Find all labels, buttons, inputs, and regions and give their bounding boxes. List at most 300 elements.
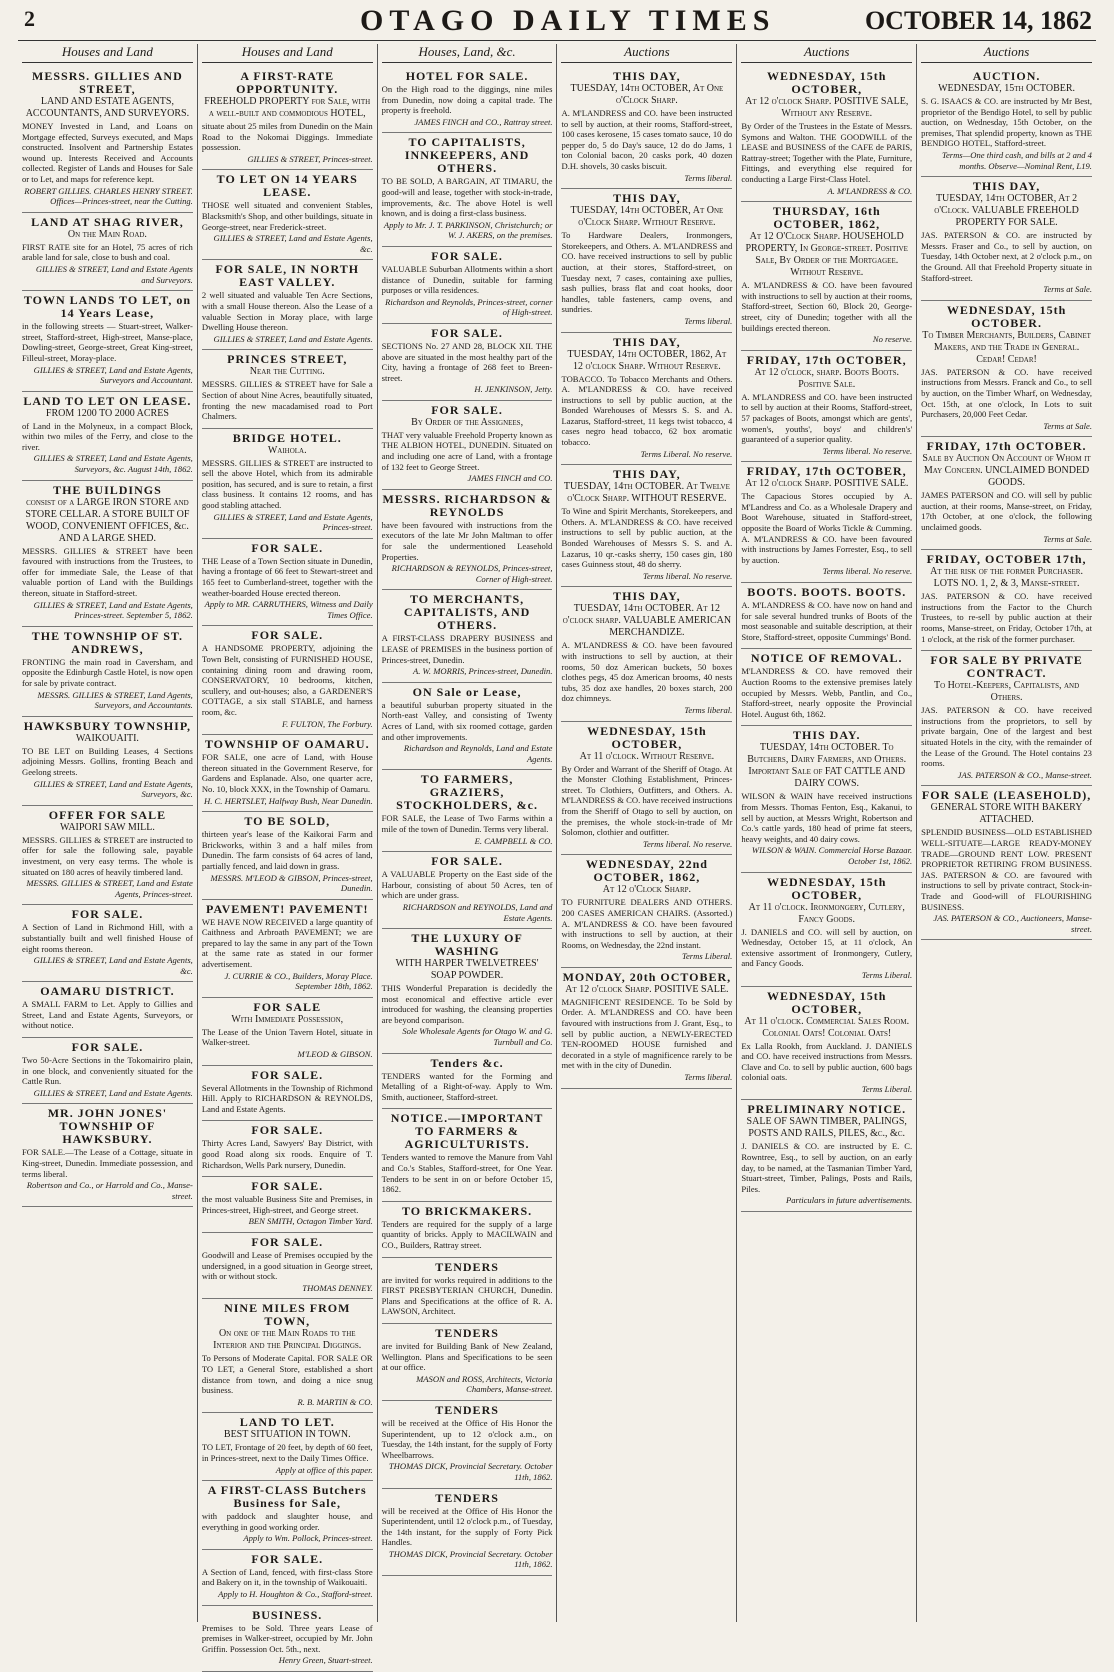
ad-body: Thirty Acres Land, Sawyers' Bay District, with good Road along six roods. Enquire of T. Richardson, Wells Park nursery, Dunedin. — [201, 1138, 373, 1170]
ad-signature: JAMES FINCH and CO. — [467, 473, 553, 484]
ad-subheading: Sale by Auction On Account of Whom it May Concern. UNCLAIMED BONDED GOODS. — [922, 453, 1091, 489]
advertisement — [382, 683, 553, 771]
ad-subheading: TUESDAY, 14th OCTOBER, 1862, At 12 o'clock Sharp. Without Reserve. — [567, 348, 727, 372]
ad-heading: MESSRS. GILLIES AND STREET, — [32, 69, 183, 96]
ad-signature: GILLIES & STREET, Land and Estate Agents, Surveyors and Accountant. — [33, 364, 193, 386]
advertisement — [202, 1606, 373, 1672]
ad-signature: Robertson and Co., or Harrold and Co., Manse-street. — [26, 1180, 193, 1201]
ad-body: FRONTING the main road in Caversham, and opposite the Edinburgh Castle Hotel, is now open for sale by private contract. — [22, 656, 193, 688]
ad-heading: THURSDAY, 16th OCTOBER, 1862, — [772, 204, 881, 232]
advertisement — [22, 806, 193, 906]
ad-subheading: WEDNESDAY, 15th OCTOBER. — [938, 83, 1076, 94]
ad-heading: FOR SALE. — [431, 325, 503, 340]
ad-signature: RICHARDSON & REYNOLDS, Princes-street, Corner of High-street. — [391, 563, 553, 584]
advertisement — [202, 260, 373, 350]
column-1 — [18, 44, 198, 1622]
ad-heading: ON Sale or Lease, — [412, 684, 522, 699]
ad-body: By Order of the Trustees in the Estate of Messrs. Symons and Walton. THE GOODWILL of the LEASE and BUSINESS of the CAFE de PARIS, Rattray-street; Together with the Plate, Furniture, Fittings, and everything else required for conducting a Large First-Class Hotel. — [741, 121, 913, 184]
column-3 — [378, 44, 558, 1622]
advertisement — [921, 301, 1092, 438]
ad-signature: R. B. MARTIN & CO. — [297, 1396, 373, 1407]
ad-heading: THIS DAY, — [613, 589, 681, 604]
ad-body: TENDERS wanted for the Forming and Metalling of a Right-of-way. Apply to Wm. Smith, auctioneer, Stafford-street. — [381, 1070, 553, 1102]
column-6 — [917, 44, 1096, 1622]
ad-signature: MASON and ROSS, Architects, Victoria Chambers, Manse-street. — [416, 1373, 553, 1395]
ad-signature: Terms Liberal. — [861, 1083, 913, 1094]
ad-body: J. DANIELS & CO. are instructed by E. C. Rowntree, Esq., to sell by auction, on an early day, to be named, at the Tasmanian Timber Yard, Stuart-street, Timber, Palings, Posts and Rails, Piles. — [741, 1141, 913, 1194]
ad-heading: FOR SALE. — [71, 1040, 144, 1055]
ad-subheading: TUESDAY, 14th OCTOBER. At Twelve o'Clock Sharp. WITHOUT RESERVE. — [563, 481, 730, 505]
ad-subheading: TUESDAY, 14th OCTOBER, At One o'Clock Sharp. Without Reserve. — [570, 205, 724, 229]
advertisement — [22, 905, 193, 982]
ad-signature: H. C. HERTSLET, Halfway Bush, Near Dunedin. — [204, 795, 373, 806]
ad-subheading: TUESDAY, 14th OCTOBER, At One o'Clock Sharp. — [570, 83, 724, 106]
ad-body: FIRST RATE site for an Hotel, 75 acres of rich arable land for sale, close to bush and coal. — [22, 241, 193, 263]
ad-signature: Terms at Sale. — [1043, 420, 1092, 431]
ad-signature: THOMAS DICK, Provincial Secretary. October 11th, 1862. — [388, 1461, 553, 1482]
ad-heading: MESSRS. RICHARDSON & REYNOLDS — [382, 491, 552, 519]
ad-body: A. M'LANDRESS and CO. have been instructed to sell by auction, at their rooms, Stafford-street, 100 cases kerosene, 15 cases tomato sauce, 10 do pepper do, 5 do Day's sauce, 12 do do Jams, 1 ton Colonial bacon, 20 casks pork, 40 dozen D.H. shovels, 30 casks biscuit. — [561, 108, 733, 171]
ad-signature: GILLIES & STREET, Land and Estate Agents. — [213, 333, 373, 344]
advertisement — [741, 462, 912, 583]
ad-signature: Terms liberal. — [684, 315, 733, 326]
ad-heading: A FIRST-RATE OPPORTUNITY. — [236, 69, 339, 96]
ad-heading: FOR SALE, IN NORTH EAST VALLEY. — [215, 262, 360, 290]
ad-body: A. M'LANDRESS & CO. have been favoured with instructions to sell by auction, at their rooms, 50 doz American buckets, 50 boxes clothes pegs, 45 doz American brooms, 40 nests tubs, 35 doz axe handles, 20 boxes starch, 200 doz chimneys. — [561, 640, 733, 704]
ad-body: J. DANIELS and CO. will sell by auction, on Wednesday, October 15, at 11 o'clock, An extensive assortment of Ironmongery, Cutlery, and Fancy Goods. — [741, 926, 913, 969]
ad-body: 2 well situated and valuable Ten Acre Sections, with a small House thereon. Also the Lease of a valuable Section in Moray place, with large Dwelling House thereon. — [201, 290, 373, 333]
ad-subheading: LAND AND ESTATE AGENTS, ACCOUNTANTS, AND SURVEYORS. — [25, 96, 190, 119]
ad-heading: FRIDAY, 17th OCTOBER, — [746, 352, 907, 367]
ad-signature: Terms Liberal. — [861, 969, 913, 980]
ad-body: A Section of Land, fenced, with first-class Store and Bakery on it, in the township of Waikouaiti. — [201, 1566, 373, 1588]
ad-subheading: By Order of the Assignees, — [411, 416, 524, 428]
ad-subheading: At 12 O'Clock Sharp. HOUSEHOLD PROPERTY, In George-street. Positive Sale, By Order of the Mortgagee. Without Reserve. — [745, 231, 908, 279]
ad-signature: JAS. PATERSON & CO., Auctioneers, Manse-street. — [933, 913, 1092, 934]
advertisement — [202, 626, 373, 735]
column-5 — [737, 44, 917, 1622]
advertisement — [561, 465, 732, 587]
ad-signature: MESSRS. M'LEOD & GIBSON, Princes-street, Dunedin. — [210, 872, 373, 894]
ad-heading: TENDERS — [435, 1490, 499, 1505]
ad-signature: E. CAMPBELL & CO. — [474, 835, 553, 846]
ad-body: TO LET, Frontage of 20 feet, by depth of 60 feet, in Princes-street, next to the Daily Times Office. — [201, 1442, 373, 1463]
advertisement — [382, 133, 553, 247]
advertisement — [202, 1066, 373, 1122]
ad-body: WE HAVE NOW RECEIVED a large quantity of Caithness and Arbroath PAVEMENT; we are prepared to lay the same in any part of the Town at the same rate as stated in our former advertisement. — [201, 916, 373, 970]
advertisement — [22, 982, 193, 1038]
ad-heading: THIS DAY, — [613, 334, 681, 349]
ad-signature: Terms liberal. — [684, 704, 733, 715]
ad-body: TO FURNITURE DEALERS AND OTHERS. 200 CASES AMERICAN CHAIRS. (Assorted.) A. M'LANDRESS & CO. have been favoured with instructions to sell by auction, at their Rooms, on Wednesday, the 22nd instant. — [561, 897, 733, 950]
ad-signature: A. W. MORRIS, Princes-street, Dunedin. — [413, 666, 553, 677]
ad-heading: FRIDAY, 17th OCTOBER, — [746, 464, 907, 479]
ad-body: M'LANDRESS & CO. have removed their Auction Rooms to the extensive premises lately occupied by Messrs. Webb, Pantlin, and Co., Stafford-street, nearly opposite the Provincial Hotel. August 6th, 1862. — [741, 666, 913, 719]
ad-heading: TO MERCHANTS, CAPITALISTS, AND OTHERS. — [403, 592, 531, 633]
ad-heading: FOR SALE. — [431, 854, 503, 869]
masthead — [0, 0, 1114, 40]
ad-signature: F. FULTON, The Forbury. — [281, 718, 373, 729]
ad-heading: BOOTS. BOOTS. BOOTS. — [747, 585, 907, 600]
ad-heading: FOR SALE BY PRIVATE CONTRACT. — [930, 653, 1083, 681]
ad-body: JAS. PATERSON & CO. have received instructions from Messrs. Franck and Co., to sell by auction, on the Timber Wharf, on Wednesday, Oct. 15th, at one o'clock, In Lots to suit Purchasers, 20,000 Feet Cedar. — [921, 366, 1092, 420]
ad-body: The Lease of the Union Tavern Hotel, situate in Walker-street. — [201, 1026, 373, 1048]
ad-heading: Tenders &c. — [430, 1055, 504, 1070]
ad-heading: FOR SALE. — [251, 1179, 324, 1194]
ad-body: will be received at the Office of His Honor the Superintendent, up to 12 o'clock a.m., on Tuesday, the 14th instant, for the supply of Forty Wheelbarrows. — [381, 1417, 553, 1460]
column-header: Houses, Land, &c. — [382, 44, 553, 63]
ad-body: FOR SALE, the Lease of Two Farms within a mile of the town of Dunedin. Terms very liberal. — [381, 813, 553, 834]
advertisement — [22, 392, 193, 481]
advertisement — [561, 189, 732, 332]
advertisement — [202, 1413, 373, 1481]
ad-heading: PRELIMINARY NOTICE. — [747, 1102, 907, 1117]
advertisement — [382, 1324, 553, 1401]
ad-heading: HAWKSBURY TOWNSHIP, — [23, 718, 192, 733]
ad-signature: GILLIES & STREET, Land and Estate Agents, Surveyors, &c. August 14th, 1862. — [33, 453, 193, 475]
advertisement — [921, 550, 1092, 651]
ad-body: A FIRST-CLASS DRAPERY BUSINESS and LEASE of PREMISES in the business portion of Princes-street, Dunedin. — [381, 633, 553, 665]
ad-signature: GILLIES & STREET, Land and Estate Agents, Surveyors, &c. — [33, 778, 193, 800]
ad-signature: H. JENKINSON, Jetty. — [474, 384, 553, 395]
ad-signature: WILSON & WAIN. Commercial Horse Bazaar. October 1st, 1862. — [751, 845, 913, 866]
ad-subheading: To Timber Merchants, Builders, Cabinet Makers, and the Trade in General. Cedar! Cedar! — [922, 329, 1091, 365]
ad-subheading: At 11 o'clock. Ironmongery, Cutlery, Fancy Goods. — [748, 901, 905, 925]
advertisement — [202, 1299, 373, 1413]
ad-heading: TO CAPITALISTS, INNKEEPERS, AND OTHERS. — [404, 135, 530, 176]
ad-heading: THIS DAY, — [613, 467, 681, 482]
column-header: Auctions — [741, 44, 912, 63]
ad-signature: Terms liberal. — [684, 1072, 733, 1083]
advertisement — [561, 587, 732, 721]
ad-heading: AUCTION. — [972, 69, 1041, 83]
ad-signature: GILLIES & STREET, Princes-street. — [247, 153, 373, 164]
ad-body: TOBACCO. To Tobacco Merchants and Others. A. M'LANDRESS & CO. have received instructions to sell by public auction, at the Bonded Warehouses of Messrs S. S. and A. Lazarus, Stafford-street, 11 kegs twist tobacco, 4 cases negro head tobacco, 62 box aromatic tobacco. — [561, 373, 733, 448]
advertisement — [22, 627, 193, 717]
ad-body: have been favoured with instructions from the executors of the late Mr John Maltman to offer for sale the undermentioned Leasehold Properties. — [381, 519, 553, 562]
ad-subheading: FREEHOLD PROPERTY for Sale, with a well-built and commodious HOTEL, — [204, 96, 371, 119]
ad-heading: TO FARMERS, GRAZIERS, STOCKHOLDERS, &c. — [396, 772, 538, 813]
ad-subheading: WAIKOUAITI. — [75, 732, 139, 744]
advertisement — [202, 900, 373, 998]
ad-body: thirteen year's lease of the Kaikorai Farm and Brickworks, within 3 and a half miles from Dunedin. The farm consists of 64 acres of land, partially fenced, and laid down in grass. — [201, 829, 373, 871]
ad-body: Several Allotments in the Township of Richmond Hill. Apply to RICHARDSON & REYNOLDS, Land and Estate Agents. — [201, 1082, 373, 1114]
ad-heading: LAND TO LET. — [239, 1415, 335, 1430]
ad-signature: ROBERT GILLIES. CHARLES HENRY STREET. Offices—Princes-street, near the Cutting. — [24, 185, 193, 207]
ad-signature: GILLIES & STREET, Land and Estate Agents, Princes-street. September 5, 1862. — [33, 599, 193, 621]
column-header: Auctions — [561, 44, 732, 63]
advertisement — [741, 1100, 912, 1212]
ad-body: the most valuable Business Site and Premises, in Princes-street, High-street, and George street. — [201, 1194, 373, 1215]
ad-heading: THIS DAY, — [613, 191, 681, 206]
ad-body: SPLENDID BUSINESS—OLD ESTABLISHED WELL-SITUATE—LARGE READY-MONEY TRADE—GROUND RENT LOW. PRESENT PROPRIETOR RETIRING FROM BUSINESS. JAS. PATERSON & CO. are favoured with instructions to sell by private contract, Stock-in-Trade and Good-will of FLOURISHING BUSINESS. — [921, 827, 1092, 912]
advertisement — [561, 722, 732, 856]
ad-signature: Terms at Sale. — [1043, 284, 1092, 295]
ad-body: TO BE SOLD, A BARGAIN, AT TIMARU, the good-will and lease, together with stock-in-trade, improvements, &c. The above Hotel is well known, and is doing a first-class business. — [381, 176, 553, 219]
advertisement — [382, 1202, 553, 1258]
advertisement — [561, 855, 732, 968]
ad-heading: NINE MILES FROM TOWN, — [224, 1301, 351, 1329]
ad-body: situate about 25 miles from Dunedin on the Main Road to the Nokomai Diggings. Immediate possession. — [201, 121, 373, 153]
ad-subheading: To Hotel-Keepers, Capitalists, and Others. — [933, 680, 1080, 704]
advertisement — [202, 735, 373, 812]
ad-body: Two 50-Acre Sections in the Tokomairiro plain, in one block, and conveniently situated for the Cattle Run. — [22, 1055, 193, 1087]
ad-body: MESSRS. GILLIES & STREET are instructed to offer for sale the following sale, payable investment, on very easy terms. The whole is situated on 180 acres of heavily timbered land. — [22, 834, 193, 877]
advertisement — [382, 324, 553, 401]
ad-subheading: At 12 o'clock Sharp. POSITIVE SALE, Without any Reserve. — [745, 96, 909, 119]
ad-body: of Land in the Molyneux, in a compact Block, within two miles of the Ferry, and close to the river. — [22, 420, 193, 452]
advertisement — [741, 583, 912, 649]
ad-subheading: At 12 o'Clock Sharp. — [602, 884, 692, 896]
ad-body: WILSON & WAIN have received instructions from Messrs. Thomas Fenton, Esq., Kakanui, to sell by auction, at Messrs Wright, Robertson and Co.'s cattle yards, 180 head of prime fat steers, heavy weights, and 40 dairy cows. — [741, 791, 913, 844]
ad-heading: WEDNESDAY, 22nd OCTOBER, 1862, — [585, 857, 708, 885]
ad-signature: Sole Wholesale Agents for Otago W. and G. Turnbull and Co. — [402, 1026, 553, 1048]
ad-body: MAGNIFICENT RESIDENCE. To be Sold by Order. A. M'LANDRESS and CO. have been favoured with instructions from J. Grant, Esq., to sell by public auction, a NEWLY-ERECTED TEN-ROOMED HOUSE furnished and decorated in a style of magnificence rarely to be met with in the city of Dunedin. — [561, 996, 733, 1071]
ad-signature: Richardson and Reynolds, Princes-street, corner of High-street. — [385, 296, 553, 318]
advertisement — [561, 333, 732, 466]
ad-body: A Section of Land in Richmond Hill, with a substantially built and well finished House of eight rooms thereon. — [22, 922, 193, 954]
ad-heading: LAND AT SHAG RIVER, — [31, 214, 184, 229]
ad-subheading: At 11 o'clock. Commercial Sales Room. Colonial Oats! Colonial Oats! — [744, 1015, 910, 1039]
ad-heading: FOR SALE. — [251, 1067, 324, 1082]
ad-body: To Persons of Moderate Capital. FOR SALE OR TO LET, a General Store, established a short distance from town, and doing a nice snug business. — [201, 1353, 373, 1396]
advertisement — [741, 987, 912, 1101]
ad-subheading: On one of the Main Roads to the Interior and the Principal Diggings. — [213, 1328, 362, 1352]
ad-heading: THE BUILDINGS — [53, 482, 162, 497]
ad-subheading: GENERAL STORE WITH BAKERY ATTACHED. — [930, 802, 1083, 826]
ad-heading: WEDNESDAY, 15th OCTOBER, — [766, 988, 887, 1016]
ad-signature: Terms at Sale. — [1043, 533, 1092, 544]
ad-subheading: TUESDAY, 14th OCTOBER. To Butchers, Dairy Farmers, and Others. Important Sale of FAT CATTLE AND DAIRY COWS. — [747, 742, 907, 790]
ad-heading: FOR SALE. — [71, 907, 144, 922]
ad-heading: FOR SALE. — [251, 1234, 324, 1249]
ad-body: To Hardware Dealers, Ironmongers, Storekeepers, and Others. A. M'LANDRESS and CO. have received instructions to sell by public auction, at their stores, Stafford-street, on Tuesday next, 7 cases, containing axe pullies, sash pullies, brass flat and coat hooks, door handles, table fasteners, camp ovens, and sundries. — [561, 230, 733, 315]
ad-signature: THOMAS DICK, Provincial Secretary. October 11th, 1862. — [388, 1548, 553, 1570]
ad-subheading: At 11 o'clock. Without Reserve. — [579, 750, 715, 762]
ad-signature: J. CURRIE & CO., Builders, Moray Place. September 18th, 1862. — [224, 970, 373, 992]
ad-body: in the following streets — Stuart-street, Walker-street, Stafford-street, High-street, Manse-place, Dowling-street, George-street, Great King-street, Filleul-street, Moray-place. — [22, 321, 193, 363]
advertisement — [202, 1233, 373, 1299]
ad-signature: GILLIES & STREET, Land and Estate Agents, &c. — [33, 955, 193, 976]
ad-body: will be received at the Office of His Honor the Superintendent, until 12 o'clock p.m., of Tuesday, the 14th instant, for the supply of Forty Pick Handles. — [381, 1505, 553, 1548]
advertisement — [921, 786, 1092, 940]
advertisement — [741, 67, 912, 202]
advertisement — [382, 401, 553, 490]
ad-body: By Order and Warrant of the Sheriff of Otago. At the Monster Clothing Establishment, Princes-street. To Clothiers, Outfitters, and Others. A. M'LANDRESS & CO. have received instructions from the Sheriff of Otago to sell by auction, on the premises, the whole stock-in-trade of Mr Solomon, clothier and outfitter. — [561, 763, 733, 838]
ad-heading: MONDAY, 20th OCTOBER, — [562, 969, 732, 984]
ad-heading: A FIRST-CLASS Butchers Business for Sale, — [207, 1483, 367, 1511]
advertisement — [202, 998, 373, 1066]
advertisement — [202, 1481, 373, 1550]
ad-heading: LAND TO LET ON LEASE. — [23, 393, 192, 408]
ad-signature: No reserve. — [872, 334, 913, 345]
ad-signature: M'LEOD & GIBSON. — [297, 1049, 373, 1060]
ad-body: JAMES PATERSON and CO. will sell by public auction, at their rooms, Manse-street, on Friday, 17th October, at one o'clock, the following unclaimed goods. — [921, 490, 1092, 533]
ad-body: To Wine and Spirit Merchants, Storekeepers, and Others. A. M'LANDRESS & CO. have received instructions to sell by public auction, at the Bonded Warehouses of Messrs S. S. and A. Lazarus, 10 qr.-casks sherry, 150 cases gin, 180 cases Guinness stout, 48 do sherry. — [561, 506, 733, 570]
ad-subheading: With Immediate Possession, — [231, 1013, 344, 1025]
advertisement — [561, 67, 732, 189]
ad-body: On the High road to the diggings, nine miles from Dunedin, now doing a capital trade. The property is freehold. — [381, 84, 553, 116]
ad-subheading: On the Main Road. — [67, 228, 147, 240]
column-header: Auctions — [921, 44, 1092, 63]
ad-body: SECTIONS No. 27 AND 28, BLOCK XII. THE above are situated in the most healthy part of the City, having a frontage of 268 feet to Breen-street. — [381, 340, 553, 383]
ad-signature: Terms Liberal. No reserve. — [640, 448, 733, 459]
ad-body: Tenders wanted to remove the Manure from Vahl and Co.'s Stables, Stafford-street, for One Year. Tenders to be sent in on or before October 15, 1862. — [381, 1152, 553, 1195]
advertisement — [921, 67, 1092, 177]
issue-date: OCTOBER 14, 1862 — [864, 6, 1092, 35]
advertisement — [202, 1177, 373, 1233]
advertisement — [382, 1489, 553, 1577]
advertisement — [382, 1258, 553, 1324]
advertisement — [22, 1104, 193, 1207]
ad-heading: THIS DAY. — [792, 728, 861, 743]
ad-body: Goodwill and Lease of Premises occupied by the undersigned, in a good situation in George street, with or without stock. — [201, 1249, 373, 1282]
ad-heading: TOWN LANDS TO LET, on 14 Years Lease, — [23, 293, 191, 321]
ad-body: MESSRS. GILLIES & STREET have been favoured with instructions from the Trustees, to offer for immediate Sale, the Lease of that valuable portion of Land with the Buildings thereon, situate in Stafford-street. — [22, 545, 193, 599]
ad-body: Tenders are required for the supply of a large quantity of bricks. Apply to MACILWAIN and CO., Builders, Rattray street. — [381, 1218, 553, 1250]
column-4 — [557, 44, 737, 1622]
ad-subheading: At 12 o'clock Sharp. POSITIVE SALE. — [565, 983, 729, 995]
ad-heading: FOR SALE (LEASEHOLD), — [921, 788, 1092, 803]
ad-subheading: At the risk of the former Purchaser. LOTS NO. 1, 2, & 3, Manse-street. — [930, 566, 1083, 590]
ad-heading: BUSINESS. — [252, 1607, 323, 1622]
advertisement — [382, 67, 553, 133]
ad-heading: WEDNESDAY, 15th OCTOBER. — [946, 302, 1067, 330]
advertisement — [382, 1054, 553, 1110]
ad-subheading: WITH HARPER TWELVETREES' SOAP POWDER. — [395, 958, 539, 982]
ad-heading: TENDERS — [435, 1325, 499, 1340]
ad-body: VALUABLE Suburban Allotments within a short distance of Dunedin, suitable for farming purposes or villa residences. — [381, 263, 553, 296]
ad-body: Premises to be Sold. Three years Lease of premises in Walker-street, occupied by Mr. John Griffin. Possession Oct. 5th., next. — [201, 1622, 373, 1654]
ad-body: MESSRS. GILLIES & STREET are instructed to sell the above Hotel, which from its admirable position, has secured, and is sure to retain, a first class business. It contains 12 rooms, and has good stabling attached. — [201, 457, 373, 511]
advertisement — [22, 291, 193, 392]
ad-signature: Terms liberal. No reserve. — [822, 445, 913, 456]
ad-body: Ex Lalla Rookh, from Auckland. J. DANIELS and CO. have received instructions from Messrs. Clave and Co. to sell by public auction, 600 bags colonial oats. — [741, 1040, 913, 1083]
advertisement — [202, 429, 373, 539]
ad-signature: A. M'LANDRESS & CO. — [827, 185, 913, 196]
advertisement — [382, 852, 553, 929]
column-header: Houses and Land — [202, 44, 373, 63]
ad-signature: Richardson and Reynolds, Land and Estate Agents. — [403, 743, 553, 764]
column-2 — [198, 44, 378, 1666]
ad-subheading: SALE OF SAWN TIMBER, PALINGS, POSTS AND RAILS, PILES, &c., &c. — [746, 1116, 907, 1140]
ad-signature: GILLIES & STREET, Land and Estate Agents. — [33, 1087, 193, 1098]
ad-heading: THE TOWNSHIP OF ST. ANDREWS, — [31, 628, 184, 656]
advertisement — [561, 968, 732, 1089]
ad-heading: FOR SALE. — [251, 1551, 324, 1566]
ad-heading: WEDNESDAY, 15th OCTOBER, — [766, 69, 887, 96]
ad-heading: FOR SALE. — [431, 248, 503, 263]
ad-signature: Terms—One third cash, and bills at 2 and 4 months. Observe—Nominal Rent, L19. — [941, 149, 1092, 171]
ad-subheading: TUESDAY, 14th OCTOBER, At 2 o'Clock. VALUABLE FREEHOLD PROPERTY FOR SALE. — [934, 193, 1079, 229]
columns-container — [18, 44, 1096, 1666]
ad-signature: Terms liberal. — [684, 172, 733, 183]
advertisement — [202, 1121, 373, 1177]
ad-heading: FOR SALE — [253, 999, 322, 1014]
ad-heading: OAMARU DISTRICT. — [40, 984, 175, 999]
ad-heading: FOR SALE. — [251, 1123, 324, 1138]
ad-heading: THIS DAY, — [972, 179, 1041, 194]
advertisement — [22, 717, 193, 806]
ad-heading: FRIDAY, 17th OCTOBER. — [926, 439, 1087, 454]
ad-signature: BEN SMITH, Octagon Timber Yard. — [248, 1216, 373, 1227]
ad-signature: Apply to H. Houghton & Co., Stafford-street. — [218, 1589, 373, 1600]
ad-body: JAS. PATERSON & CO. have received instructions from the proprietors, to sell by private bargain, One of the largest and best situated Hotels in the city, with the remainder of the Lease of the Ground. The Hotel contains 23 rooms. — [921, 705, 1092, 769]
ad-body: JAS. PATERSON & CO. have received instructions from the Factor to the Church Trustees, to re-sell by public auction at their rooms, Manse-street, on Friday, October 17th, at 1 o'clock, at the risk of the former purchaser. — [921, 591, 1092, 644]
ad-heading: PAVEMENT! PAVEMENT! — [206, 901, 369, 916]
ad-signature: MESSRS. GILLIES & STREET, Land and Estate Agents, Princes-street. — [26, 878, 193, 899]
ad-heading: WEDNESDAY, 15th OCTOBER, — [766, 874, 887, 902]
ad-body: are invited for Building Bank of New Zealand, Wellington. Plans and Specifications to be seen at our office. — [381, 1340, 553, 1373]
ad-body: A SMALL FARM to Let. Apply to Gillies and Street, Land and Estate Agents, Surveyors, or without notice. — [22, 999, 193, 1031]
ad-signature: RICHARDSON and REYNOLDS, Land and Estate Agents. — [402, 901, 553, 923]
ad-heading: HOTEL FOR SALE. — [405, 69, 529, 83]
advertisement — [202, 812, 373, 900]
ad-signature: GILLIES & STREET, Land and Estate Agents, &c. — [213, 233, 373, 254]
ad-body: FOR SALE, one acre of Land, with House thereon situated in the Government Reserve, for Gardens and Esplanade. Also, one quarter acre, No. 10, block XXX, in the Township of Oamaru. — [201, 752, 373, 794]
ad-signature: JAMES FINCH and CO., Rattray street. — [414, 116, 553, 127]
ad-subheading: consist of a LARGE IRON STORE and STORE CELLAR. A STORE BUILT OF WOOD, CONVENIENT OFFICES, &c. AND A LARGE SHED. — [25, 496, 190, 544]
ad-signature: Terms Liberal. — [682, 951, 733, 962]
advertisement — [741, 351, 912, 463]
newspaper-title: OTAGO DAILY TIMES — [360, 4, 776, 37]
ad-signature: GILLIES & STREET, Land and Estate Agents and Surveyors. — [35, 263, 193, 285]
advertisement — [22, 213, 193, 291]
ad-signature: MESSRS. GILLIES & STREET, Land Agents, Surveyors, and Accountants. — [37, 689, 193, 711]
advertisement — [382, 590, 553, 682]
ad-heading: TO BRICKMAKERS. — [402, 1203, 533, 1218]
advertisement — [382, 1109, 553, 1201]
ad-body: A HANDSOME PROPERTY, adjoining the Town Belt, consisting of FURNISHED HOUSE, containing dining room and drawing room, CONSERVATORY, 10 bedrooms, kitchen, scullery, and out-houses; also, a GARDENER'S COTTAGE, a six stall STABLE, and harness room, &c. — [201, 643, 373, 717]
ad-subheading: FROM 1200 TO 2000 ACRES — [45, 407, 169, 419]
ad-subheading: WAIPORI SAW MILL. — [59, 821, 155, 833]
advertisement — [202, 539, 373, 627]
ad-signature: Terms liberal. No reserve. — [642, 838, 733, 849]
ad-signature: Particulars in future advertisements. — [785, 1195, 913, 1206]
advertisement — [382, 929, 553, 1054]
ad-heading: WEDNESDAY, 15th OCTOBER, — [587, 723, 707, 751]
advertisement — [741, 202, 912, 351]
masthead-rule — [18, 40, 1096, 41]
advertisement — [202, 350, 373, 428]
ad-body: TO BE LET on Building Leases, 4 Sections adjoining Messrs. Gollins, fronting Beach and Geelong streets. — [22, 745, 193, 777]
ad-signature: Terms liberal. No reserve. — [822, 566, 913, 577]
ad-heading: FOR SALE. — [251, 628, 324, 643]
advertisement — [382, 770, 553, 852]
ad-body: A VALUABLE Property on the East side of the Harbour, consisting of about 50 Acres, ten of which are under grass. — [381, 869, 553, 901]
ad-heading: THIS DAY, — [613, 69, 681, 83]
ad-body: a beautiful suburban property situated in the North-east Valley, and consisting of Twenty Acres of Land, with six roomed cottage, garden and other improvements. — [381, 699, 553, 742]
ad-body: THE Lease of a Town Section situate in Dunedin, having a frontage of 66 feet to Stewart-street and 165 feet to Cumberland-street, together with the weather-boarded House erected thereon. — [201, 555, 373, 598]
ad-body: FOR SALE.—The Lease of a Cottage, situate in King-street, Dunedin. Immediate possession, and terms liberal. — [22, 1147, 193, 1179]
ad-body: with paddock and slaughter house, and everything in good working order. — [201, 1511, 373, 1532]
ad-subheading: BEST SITUATION IN TOWN. — [223, 1429, 351, 1441]
ad-heading: TO LET ON 14 YEARS LEASE. — [216, 172, 358, 200]
ad-heading: THE LUXURY OF WASHING — [411, 931, 523, 959]
ad-body: are invited for works required in additions to the FIRST PRESBYTERIAN CHURCH, Dunedin. Plans and Specifications at the office of R. A. LAWSON, Architect. — [381, 1274, 553, 1317]
advertisement — [921, 651, 1092, 786]
ad-subheading: TUESDAY, 14th OCTOBER. At 12 o'clock sharp. VALUABLE AMERICAN MERCHANDIZE. — [562, 603, 732, 639]
advertisement — [741, 873, 912, 987]
advertisement — [202, 67, 373, 170]
ad-heading: NOTICE.—IMPORTANT TO FARMERS & AGRICULTURISTS. — [390, 1111, 544, 1152]
ad-body: A. M'LANDRESS & CO. have been favoured with instructions to sell by auction at their rooms, Stafford-street, Section 60, Block 20, George-street, city of Dunedin; together with all the buildings erected thereon. — [741, 280, 913, 333]
ad-body: A. M'LANDRESS & CO. have now on hand and for sale several hundred trunks of Boots of the most seasonable and suitable description, at their Store, Stafford-street, opposite Cummings' Bond. — [741, 600, 913, 642]
advertisement — [22, 1038, 193, 1104]
advertisement — [741, 726, 912, 872]
ad-body: THIS Wonderful Preparation is decidedly the most economical and effective article ever introduced for washing, the cleansing properties are beyond comparison. — [381, 983, 553, 1025]
ad-body: JAS. PATERSON & CO. are instructed by Messrs. Fraser and Co., to sell by auction, on Tuesday, 14th October next, at 2 o'clock p.m., on the Ground. All that Freehold Property situate in Stafford-street. — [921, 230, 1092, 283]
